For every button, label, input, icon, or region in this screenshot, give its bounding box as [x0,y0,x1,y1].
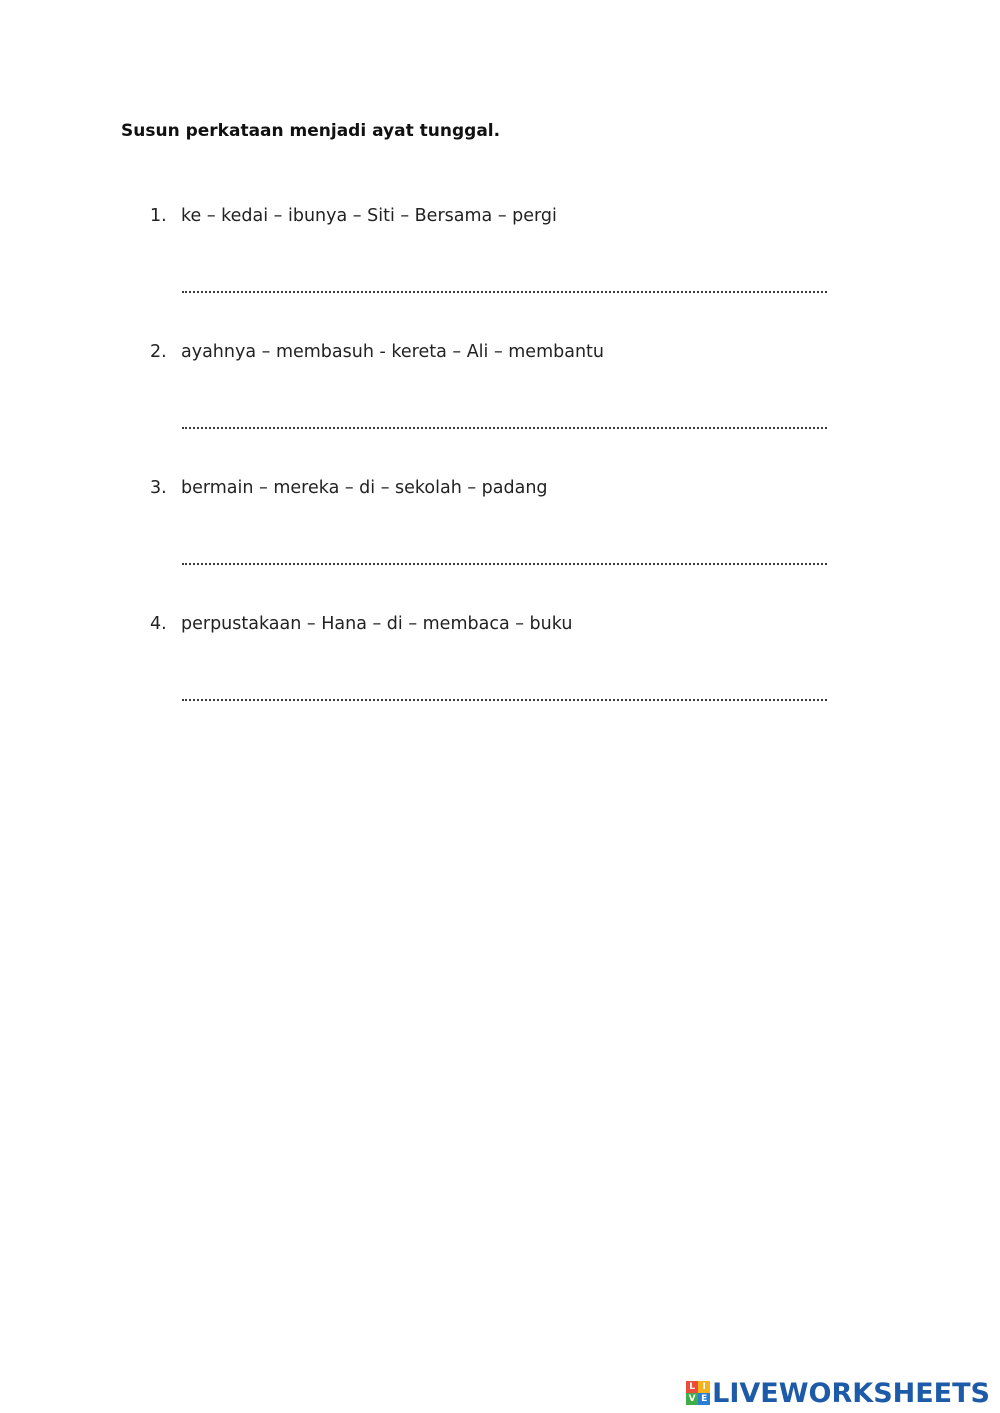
liveworksheets-logo-icon [686,1381,710,1405]
answer-line[interactable] [182,291,827,293]
question-words: bermain – mereka – di – sekolah – padang [181,478,548,498]
answer-line[interactable] [182,699,827,701]
question-number: 3. [150,478,167,498]
question-number: 4. [150,614,167,634]
instruction-heading: Susun perkataan menjadi ayat tunggal. [121,121,501,141]
question-item [150,614,572,634]
logo-tile-v: V [686,1393,698,1405]
question-number: 1. [150,206,167,226]
logo-tile-i: I [698,1381,710,1393]
logo-tile-e: E [698,1393,710,1405]
question-words: ayahnya – membasuh - kereta – Ali – membantu [181,342,604,362]
question-words: perpustakaan – Hana – di – membaca – buku [181,614,573,634]
question-item [150,206,557,226]
answer-line[interactable] [182,427,827,429]
liveworksheets-logo-text: LIVEWORKSHEETS [712,1377,990,1409]
answer-line[interactable] [182,563,827,565]
question-item [150,342,604,362]
liveworksheets-logo [686,1378,990,1408]
logo-tile-l: L [686,1381,698,1393]
question-number: 2. [150,342,167,362]
question-words: ke – kedai – ibunya – Siti – Bersama – pergi [181,206,557,226]
question-item [150,478,548,498]
